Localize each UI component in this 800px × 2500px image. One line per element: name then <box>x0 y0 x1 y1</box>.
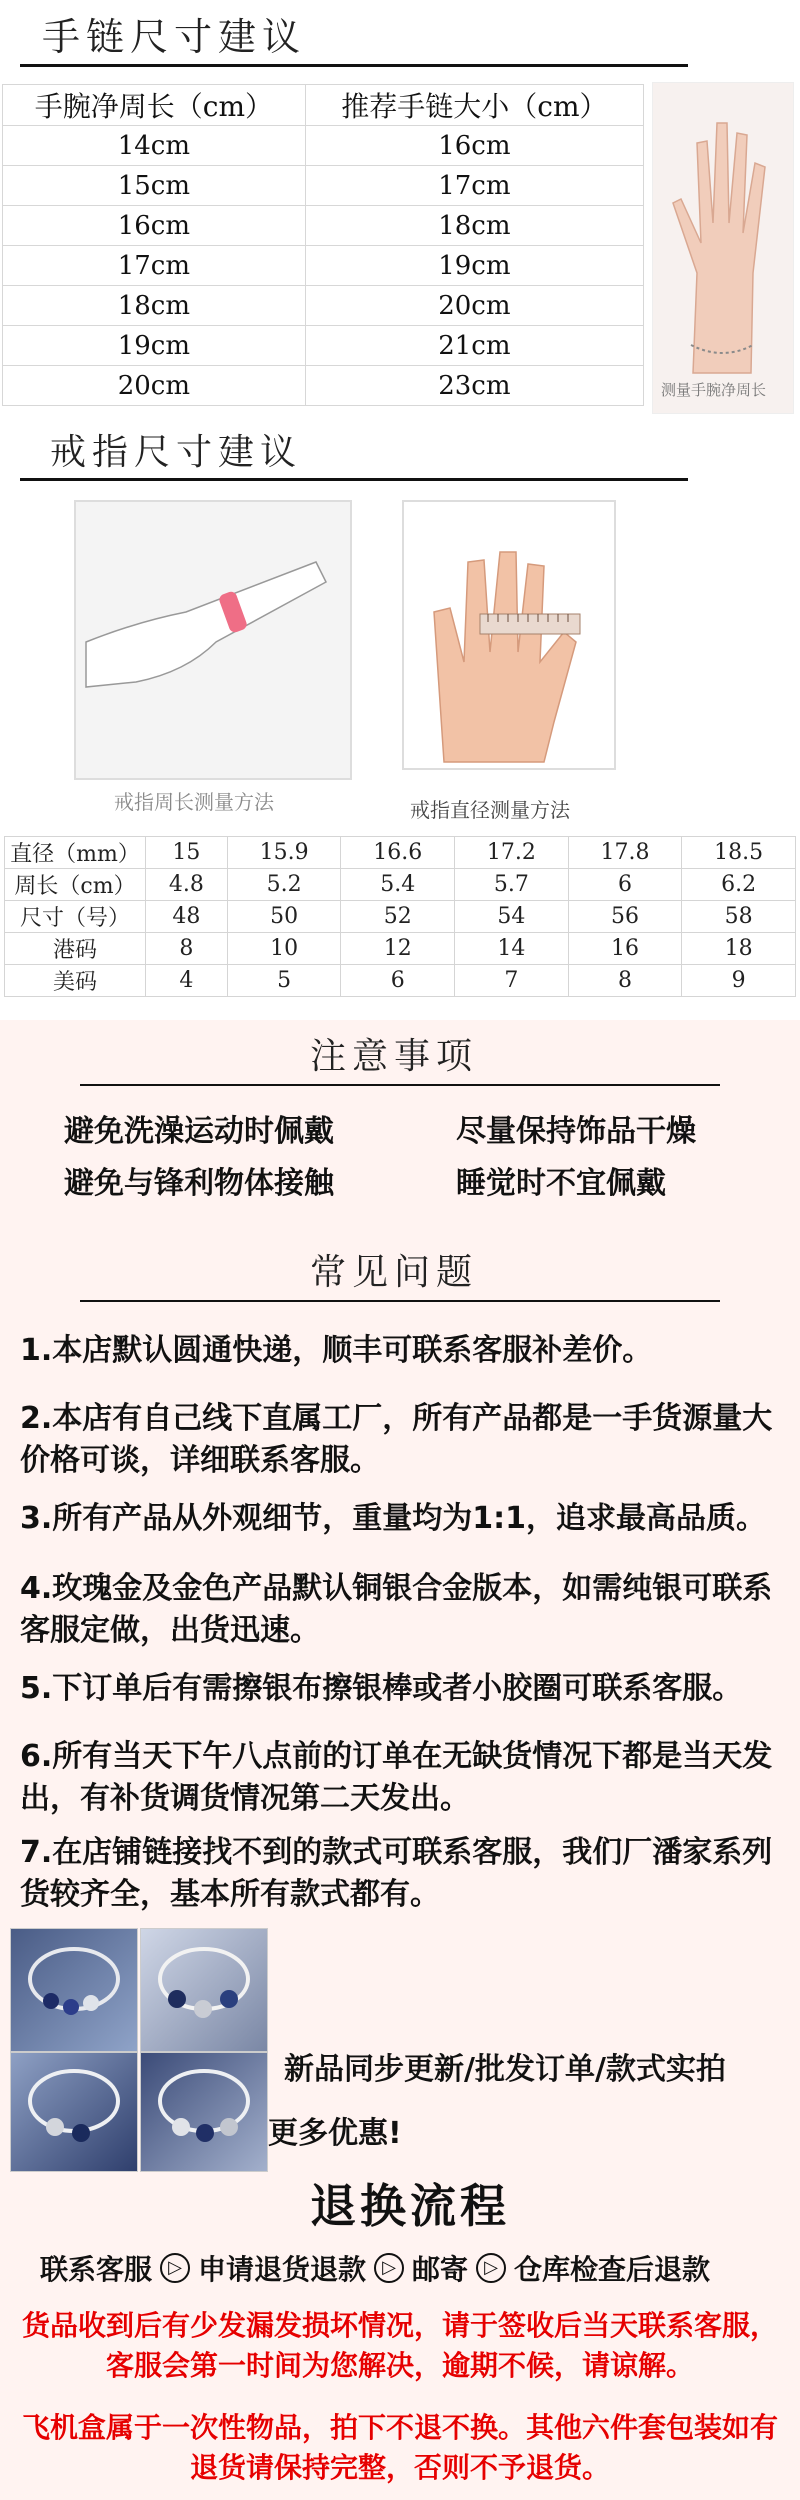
bracelet-section <box>0 0 800 420</box>
bracelet-cell: 21cm <box>305 326 643 366</box>
wrist-cell: 16cm <box>3 206 306 246</box>
note-item: 尽量保持饰品干燥 <box>456 1114 696 1149</box>
hand-icon <box>653 83 793 383</box>
size-cell: 4 <box>146 965 228 997</box>
size-cell: 9 <box>682 965 796 997</box>
table-row <box>5 965 796 997</box>
return-policy: 飞机盒属于一次性物品，拍下不退不换。其他六件套包装如有退货请保持完整，否则不予退货。 <box>21 2411 778 2484</box>
size-cell: 52 <box>341 901 455 933</box>
promo-line: 新品同步更新/批发订单/款式实拍 <box>284 2052 726 2087</box>
size-cell: 6.2 <box>682 869 796 901</box>
notes-title: 注意事项 <box>310 1036 479 1077</box>
size-cell: 8 <box>568 965 682 997</box>
wrist-cell: 19cm <box>3 326 306 366</box>
size-cell: 17.2 <box>455 837 569 869</box>
title-underline <box>80 1300 720 1302</box>
bracelet-cell: 16cm <box>305 126 643 166</box>
faq-item: 3.所有产品从外观细节，重量均为1:1，追求最高品质。 <box>20 1501 767 1536</box>
ring-circumference-illustration <box>74 500 352 780</box>
size-cell: 5.7 <box>455 869 569 901</box>
title-underline <box>80 1084 720 1086</box>
row-label: 尺寸（号） <box>5 901 146 933</box>
return-warning: 货品收到后有少发漏发损坏情况，请于签收后当天联系客服，客服会第一时间为您解决，逾期不候，请谅解。 <box>21 2309 778 2382</box>
size-cell: 14 <box>455 933 569 965</box>
product-photo <box>140 1928 268 2052</box>
wrist-cell: 15cm <box>3 166 306 206</box>
size-cell: 5 <box>227 965 341 997</box>
bracelet-size-table <box>2 84 644 406</box>
row-label: 周长（cm） <box>5 869 146 901</box>
bracelet-cell: 18cm <box>305 206 643 246</box>
faq-item: 6.所有当天下午八点前的订单在无缺货情况下都是当天发出，有补货调货情况第二天发出。 <box>20 1739 773 1816</box>
wrist-illustration <box>652 82 794 414</box>
size-cell: 5.2 <box>227 869 341 901</box>
size-cell: 16.6 <box>341 837 455 869</box>
wrist-col-header: 手腕净周长（cm） <box>3 85 306 126</box>
notes-section <box>0 1020 800 1216</box>
wrist-cell: 17cm <box>3 246 306 286</box>
note-item: 避免与锋利物体接触 <box>64 1166 334 1201</box>
table-row <box>5 901 796 933</box>
product-photo <box>10 1928 138 2052</box>
ring-diameter-illustration <box>402 500 616 770</box>
size-cell: 56 <box>568 901 682 933</box>
table-row <box>5 837 796 869</box>
row-label: 港码 <box>5 933 146 965</box>
size-cell: 12 <box>341 933 455 965</box>
title-underline <box>20 64 688 67</box>
ring-size-table <box>4 836 796 997</box>
size-cell: 15 <box>146 837 228 869</box>
return-steps <box>40 2248 780 2288</box>
size-cell: 7 <box>455 965 569 997</box>
step-mail: 邮寄 <box>412 2253 469 2286</box>
bracelet-icon <box>141 2053 267 2171</box>
row-label: 美码 <box>5 965 146 997</box>
note-item: 避免洗澡运动时佩戴 <box>64 1114 334 1149</box>
size-cell: 15.9 <box>227 837 341 869</box>
step-refund: 仓库检查后退款 <box>514 2253 711 2286</box>
faq-item: 1.本店默认圆通快递，顺丰可联系客服补差价。 <box>20 1333 653 1368</box>
table-row <box>3 366 644 406</box>
ring-circumference-caption: 戒指周长测量方法 <box>114 790 274 814</box>
bracelet-cell: 19cm <box>305 246 643 286</box>
arrow-icon: ▷ <box>160 2253 190 2283</box>
faq-item: 5.下订单后有需擦银布擦银棒或者小胶圈可联系客服。 <box>20 1671 743 1706</box>
faq-title: 常见问题 <box>310 1252 479 1293</box>
product-photo <box>10 2052 138 2172</box>
finger-ring-icon <box>76 502 350 722</box>
size-cell: 4.8 <box>146 869 228 901</box>
ring-title: 戒指尺寸建议 <box>50 432 303 473</box>
size-cell: 17.8 <box>568 837 682 869</box>
bracelet-cell: 20cm <box>305 286 643 326</box>
wrist-cell: 20cm <box>3 366 306 406</box>
size-cell: 16 <box>568 933 682 965</box>
table-row <box>3 206 644 246</box>
table-row <box>3 246 644 286</box>
size-cell: 18.5 <box>682 837 796 869</box>
table-row <box>3 166 644 206</box>
wrist-cell: 18cm <box>3 286 306 326</box>
returns-title: 退换流程 <box>310 2179 510 2233</box>
table-row <box>3 326 644 366</box>
bracelet-cell: 23cm <box>305 366 643 406</box>
faq-item: 7.在店铺链接找不到的款式可联系客服，我们厂潘家系列货较齐全，基本所有款式都有。 <box>20 1835 773 1912</box>
faq-item: 4.玫瑰金及金色产品默认铜银合金版本，如需纯银可联系客服定做，出货迅速。 <box>20 1571 773 1648</box>
promo-line: 更多优惠! <box>268 2116 402 2151</box>
table-row <box>3 126 644 166</box>
bracelet-icon <box>11 1929 137 2051</box>
table-row <box>3 286 644 326</box>
bracelet-icon <box>141 1929 267 2051</box>
ring-diameter-caption: 戒指直径测量方法 <box>410 798 570 822</box>
table-row <box>5 869 796 901</box>
bracelet-cell: 17cm <box>305 166 643 206</box>
size-cell: 6 <box>568 869 682 901</box>
wrist-cell: 14cm <box>3 126 306 166</box>
size-cell: 5.4 <box>341 869 455 901</box>
arrow-icon: ▷ <box>374 2253 404 2283</box>
step-contact: 联系客服 <box>40 2253 153 2286</box>
size-cell: 48 <box>146 901 228 933</box>
ruler-hand-icon <box>404 502 614 768</box>
bracelet-title: 手链尺寸建议 <box>42 15 307 59</box>
table-row <box>5 933 796 965</box>
size-cell: 54 <box>455 901 569 933</box>
table-header-row <box>3 85 644 126</box>
title-underline <box>20 478 688 481</box>
note-item: 睡觉时不宜佩戴 <box>456 1166 666 1201</box>
size-cell: 10 <box>227 933 341 965</box>
size-cell: 50 <box>227 901 341 933</box>
bracelet-col-header: 推荐手链大小（cm） <box>305 85 643 126</box>
hand-caption: 测量手腕净周长 <box>661 381 767 399</box>
row-label: 直径（mm） <box>5 837 146 869</box>
faq-item: 2.本店有自己线下直属工厂，所有产品都是一手货源量大价格可谈，详细联系客服。 <box>20 1401 773 1478</box>
arrow-icon: ▷ <box>476 2253 506 2283</box>
size-cell: 8 <box>146 933 228 965</box>
size-cell: 58 <box>682 901 796 933</box>
product-photo <box>140 2052 268 2172</box>
size-cell: 18 <box>682 933 796 965</box>
size-cell: 6 <box>341 965 455 997</box>
step-apply: 申请退货退款 <box>198 2253 367 2286</box>
bracelet-icon <box>11 2053 137 2171</box>
